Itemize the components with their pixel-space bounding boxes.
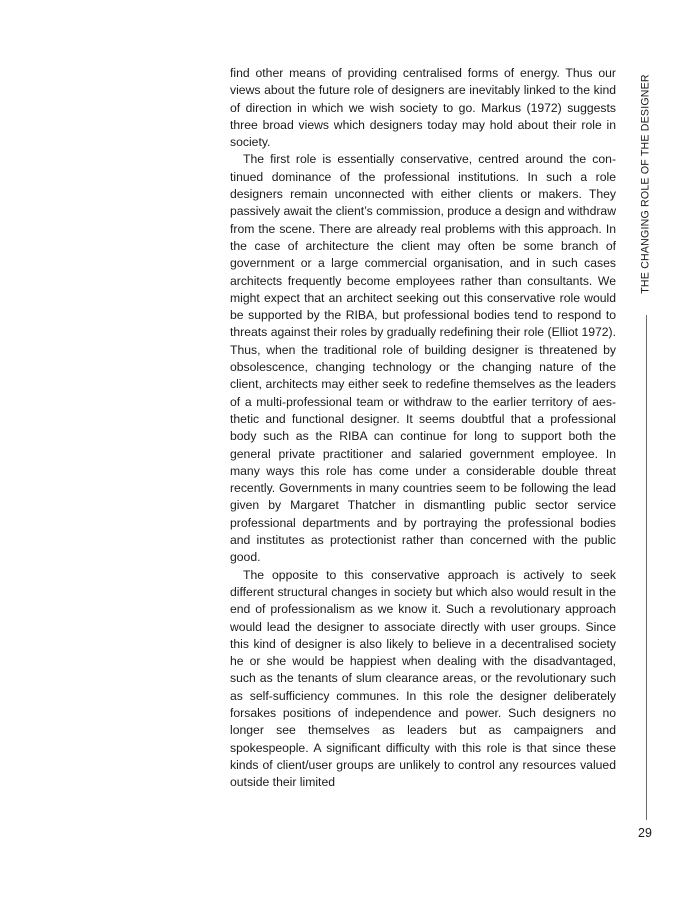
page-number: 29 <box>638 826 652 840</box>
running-head <box>636 66 656 302</box>
paragraph-revolutionary-role: The opposite to this conservative approach is actively to seek different structural changes in society but which also would result in the end of professionalism as we know it. Such a revolutionary approach would lead the designer to associate directly with user groups. Since this kind of designer is also likely to believe in a decentralised society he or she would be happiest when dealing with the disadvantaged, such as the tenants of slum clearance areas, or the revolutionary such as self-sufficiency communes. In this role the designer deliberately forsakes positions of independence and power. Such designers no longer see themselves as leaders but as campaigners and spokespeople. A significant difficulty with this role is that since these kinds of client/user groups are unlikely to control any resources valued outside their limited <box>230 567 616 790</box>
running-head-text: THE CHANGING ROLE OF THE DESIGNER <box>640 74 653 294</box>
body-text <box>230 65 616 791</box>
paragraph-continuation: find other means of providing centralised forms of energy. Thus our views about the future role of designers are inevitably linked to the kind of direction in which we wish society to go. Markus (1972) suggests three broad views which designers today may hold about their role in society. <box>230 66 616 150</box>
paragraph-conservative-role: The first role is essentially conservative, centred around the continued dominance of the professional institutions. In such a role designers remain unconnected with either clients or makers. They passively await the client’s commission, produce a design and withdraw from the scene. There are already real problems with this approach. In the case of architecture the client may often be some branch of government or a large commercial organisation, and in such cases architects frequently become employees rather than consultants. We might expect that an architect seeking out this conservative role would be supported by the RIBA, but professional bodies tend to respond to threats against their roles by gradually redefining their role (Elliot 1972). Thus, when the traditional role of building designer is threatened by obsolescence, changing technology or the changing nature of the client, architects may either seek to redefine themselves as the leaders of a multi-professional team or withdraw to the earlier territory of aesthetic and functional designer. It seems doubtful that a professional body such as the RIBA can continue for long to support both the general private practitioner and salaried government employee. In many ways this role has come under a considerable double threat recently. Governments in many countries seem to be following the lead given by Margaret Thatcher in dismantling public sector service professional departments and by portraying the professional bodies and institutes as protectionist rather than concerned with the public good. <box>230 152 616 565</box>
vertical-rule <box>646 315 647 820</box>
